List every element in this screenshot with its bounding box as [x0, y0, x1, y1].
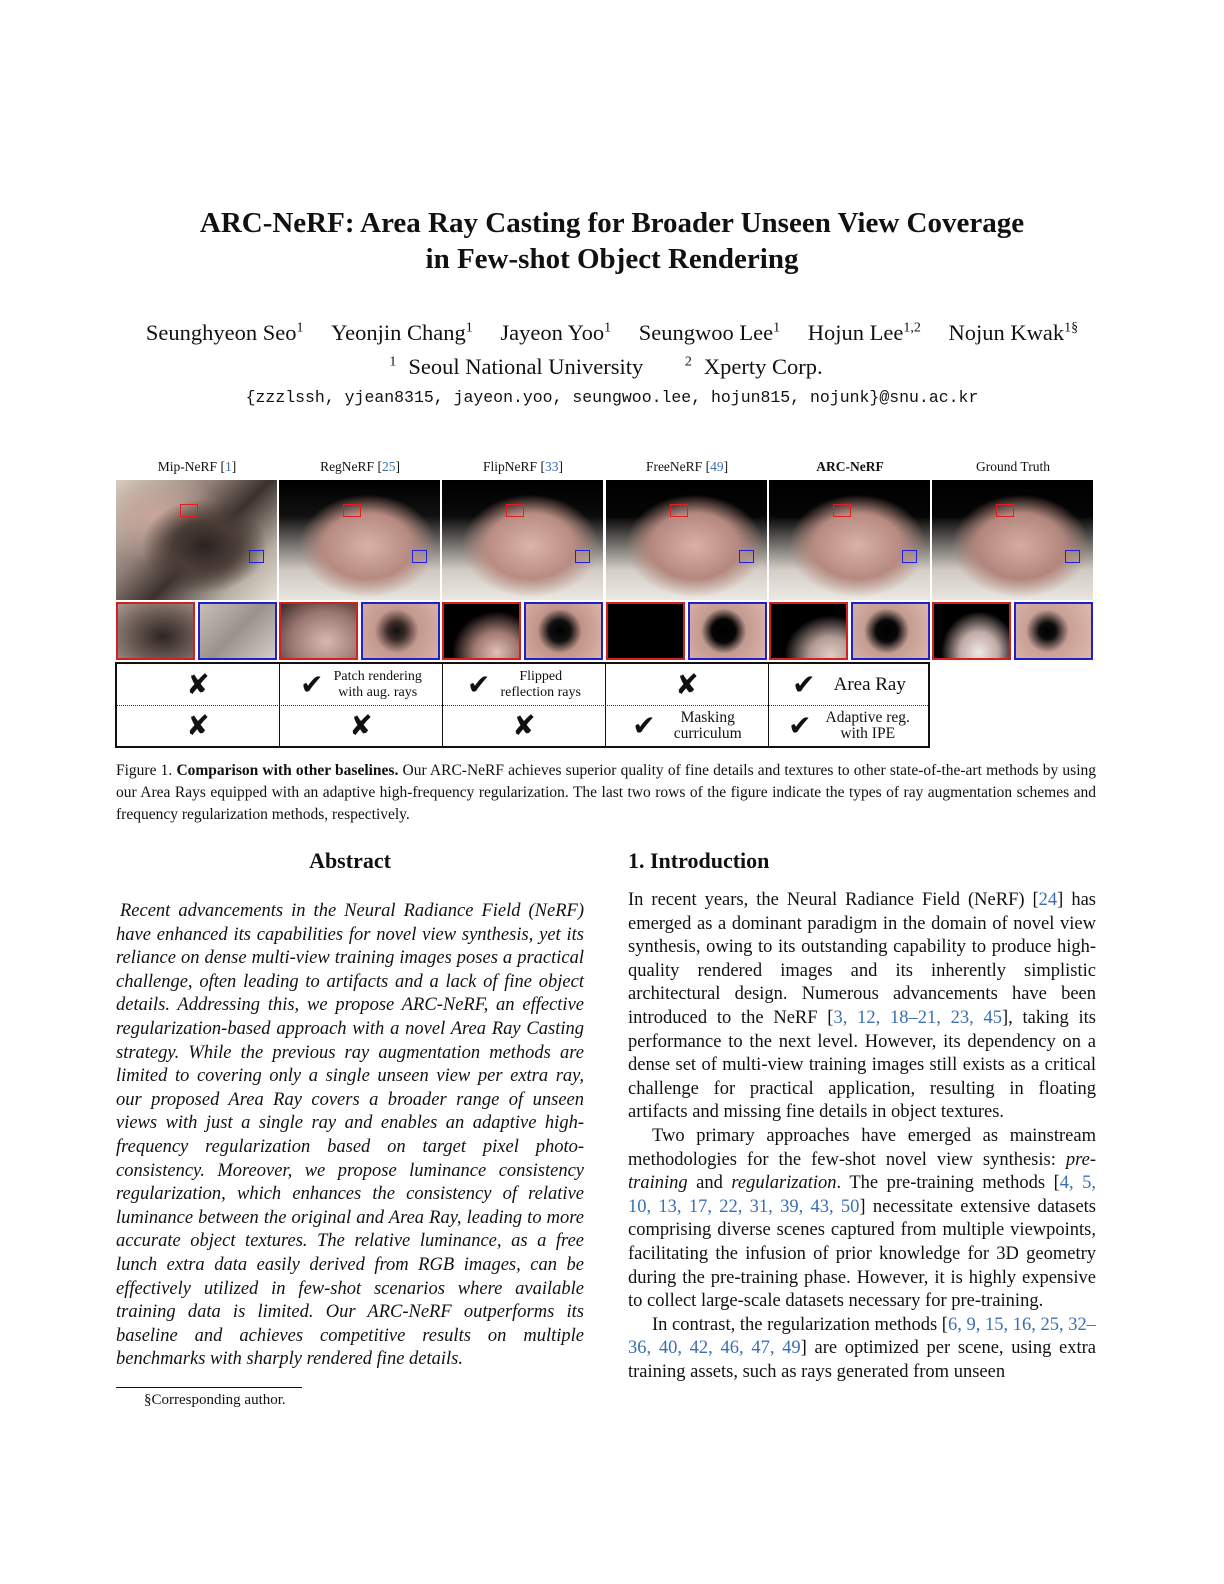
table-cell — [117, 706, 279, 746]
check-icon: ✔ — [467, 667, 491, 701]
introduction-body — [628, 889, 1096, 1384]
check-icon: ✔ — [632, 709, 656, 742]
citation-link[interactable]: 3, 12, 18–21, 23, 45 — [833, 1007, 1002, 1028]
check-icon: ✔ — [792, 667, 816, 701]
column-header-freenerf: FreeNeRF [49] — [645, 459, 729, 474]
crop-red-mip-nerf — [116, 602, 195, 660]
figure-caption: Figure 1. Comparison with other baselines. Our ARC-NeRF achieves superior quality of fine details and textures to other state-of-the-art methods by using our Area Rays equipped with an adaptive high-frequency regularization. The last two rows of the figure indicate the types of ray augmentation schemes and frequency regularization methods, respectively. — [116, 762, 1097, 823]
cross-icon: ✘ — [186, 667, 210, 701]
table-cell — [280, 706, 442, 746]
table-cell: ✔ Patch rendering with aug. rays — [300, 667, 422, 701]
footnote-rule — [116, 1387, 302, 1388]
table-cell — [443, 706, 605, 746]
crop-blue-ground-truth — [1014, 602, 1093, 660]
table-cell: ✔ Adaptive reg. with IPE — [788, 709, 910, 742]
affiliations: $^1$ Seoul National University $^2$ Xperty Corp. — [389, 354, 823, 379]
paragraph: In recent years, the Neural Radiance Field (NeRF) [24] has emerged as a dominant paradigm in the domain of novel view synthesis, owing to its outstanding capability to produce high-quality rendered images and its inherently simplistic architectural design. Numerous advancements have been introduced to the NeRF [3, 12, 18–21, 23, 45], taking its performance to the next level. However, its dependency on a dense set of multi-view training images still exists as a critical challenge for practical application, resulting in floating artifacts and missing fine details in object textures. — [628, 890, 1097, 1123]
crop-red-ground-truth — [932, 602, 1011, 660]
crop-red-arc-nerf — [769, 602, 848, 660]
paragraph: In contrast, the regularization methods [6, 9, 15, 16, 25, 32–36, 40, 42, 46, 47, 49] are optimized per scene, using extra training assets, such as rays generated from unseen — [628, 1314, 1097, 1382]
author: Jayeon Yoo$^1$ — [500, 320, 612, 345]
introduction-heading: 1. Introduction — [628, 848, 770, 873]
column-header-mip-nerf: Mip-NeRF [1] — [157, 459, 237, 474]
cross-icon: ✘ — [512, 709, 536, 742]
paper-title — [0, 205, 1224, 277]
author: Nojun Kwak$^{1\S}$ — [948, 320, 1079, 345]
check-icon: ✔ — [788, 709, 812, 742]
table-cell: ✔ Masking curriculum — [632, 709, 742, 742]
author-emails: {zzzlssh, yjean8315, jayeon.yoo, seungwoo.lee, hojun815, nojunk}@snu.ac.kr — [245, 388, 979, 407]
crop-red-regnerf — [279, 602, 358, 660]
citation-link[interactable]: 6, 9, 15, 16, 25, 32–36, 40, 42, 46, 47, 49 — [628, 1314, 1097, 1359]
render-arc-nerf — [769, 480, 930, 600]
method-comparison-table — [115, 662, 930, 748]
render-ground-truth — [932, 480, 1093, 600]
table-cell — [606, 664, 768, 705]
crop-blue-mip-nerf — [198, 602, 277, 660]
table-cell: ✔ Area Ray — [792, 667, 906, 701]
crop-red-flipnerf — [442, 602, 521, 660]
crop-blue-regnerf — [361, 602, 440, 660]
abstract-heading: Abstract — [309, 848, 391, 873]
crop-red-freenerf — [606, 602, 685, 660]
column-header-regnerf: RegNeRF [25] — [320, 459, 400, 474]
render-flipnerf — [442, 480, 603, 600]
table-cell — [117, 664, 279, 705]
footnote: §Corresponding author. — [144, 1392, 286, 1408]
title-line-2: in Few-shot Object Rendering — [425, 243, 799, 275]
cross-icon: ✘ — [675, 667, 699, 701]
crop-blue-freenerf — [688, 602, 767, 660]
author: Seunghyeon Seo$^1$ — [145, 320, 304, 345]
cross-icon: ✘ — [349, 709, 373, 742]
title-line-1: ARC-NeRF: Area Ray Casting for Broader Unseen View Coverage — [199, 207, 1025, 239]
crop-blue-flipnerf — [524, 602, 603, 660]
citation-link[interactable]: 24 — [1038, 890, 1058, 910]
paragraph: Two primary approaches have emerged as mainstream methodologies for the few-shot novel view synthesis: pre-training and regularization. The pre-training methods [4, 5, 10, 13, 17, 22, 31, 39, 43, 50] necessitate extensive datasets comprising diverse scenes captured from multiple viewpoints, facilitating the infusion of prior knowledge for 3D geometry during the pre-training phase. However, it is highly expensive to collect large-scale datasets necessary for pre-training. — [628, 1125, 1097, 1312]
render-regnerf — [279, 480, 440, 600]
abstract-body: Recent advancements in the Neural Radiance Field (NeRF) have enhanced its capabilities for novel view synthesis, yet its reliance on dense multi-view training images poses a practical challenge, often leading to artifacts and a lack of fine object details. Addressing this, we propose ARC-NeRF, an effective regularization-based approach with a novel Area Ray Casting strategy. While the previous ray augmentation methods are limited to covering only a single unseen view per extra ray, our proposed Area Ray covers a broader range of unseen views with just a single ray and enables an adaptive high-frequency regularization based on target pixel photo-consistency. Moreover, we propose luminance consistency regularization, which enhances the consistency of relative luminance between the original and Area Ray, leading to more accurate object textures. The relative luminance, as a free lunch extra data easily derived from RGB images, can be effectively utilized in few-shot scenarios where available training data is limited. Our ARC-NeRF outperforms its baseline and achieves competitive results on multiple benchmarks with sharply rendered fine details. — [116, 901, 584, 1370]
render-mip-nerf — [116, 480, 277, 600]
author: Seungwoo Lee$^1$ — [638, 320, 781, 345]
crop-blue-arc-nerf — [851, 602, 930, 660]
check-icon: ✔ — [300, 667, 324, 701]
column-header-ground-truth: Ground Truth — [976, 459, 1050, 474]
author: Yeonjin Chang$^1$ — [331, 320, 473, 345]
cross-icon: ✘ — [186, 709, 210, 742]
column-header-arc-nerf: ARC-NeRF — [816, 459, 884, 474]
citation-link[interactable]: 4, 5, 10, 13, 17, 22, 31, 39, 43, 50 — [628, 1173, 1096, 1217]
render-freenerf — [606, 480, 767, 600]
author-list — [0, 318, 1224, 348]
column-header-flipnerf: FlipNeRF [33] — [483, 459, 563, 474]
author: Hojun Lee$^{1,2}$ — [807, 320, 921, 345]
table-cell: ✔ Flipped reflection rays — [467, 667, 581, 701]
